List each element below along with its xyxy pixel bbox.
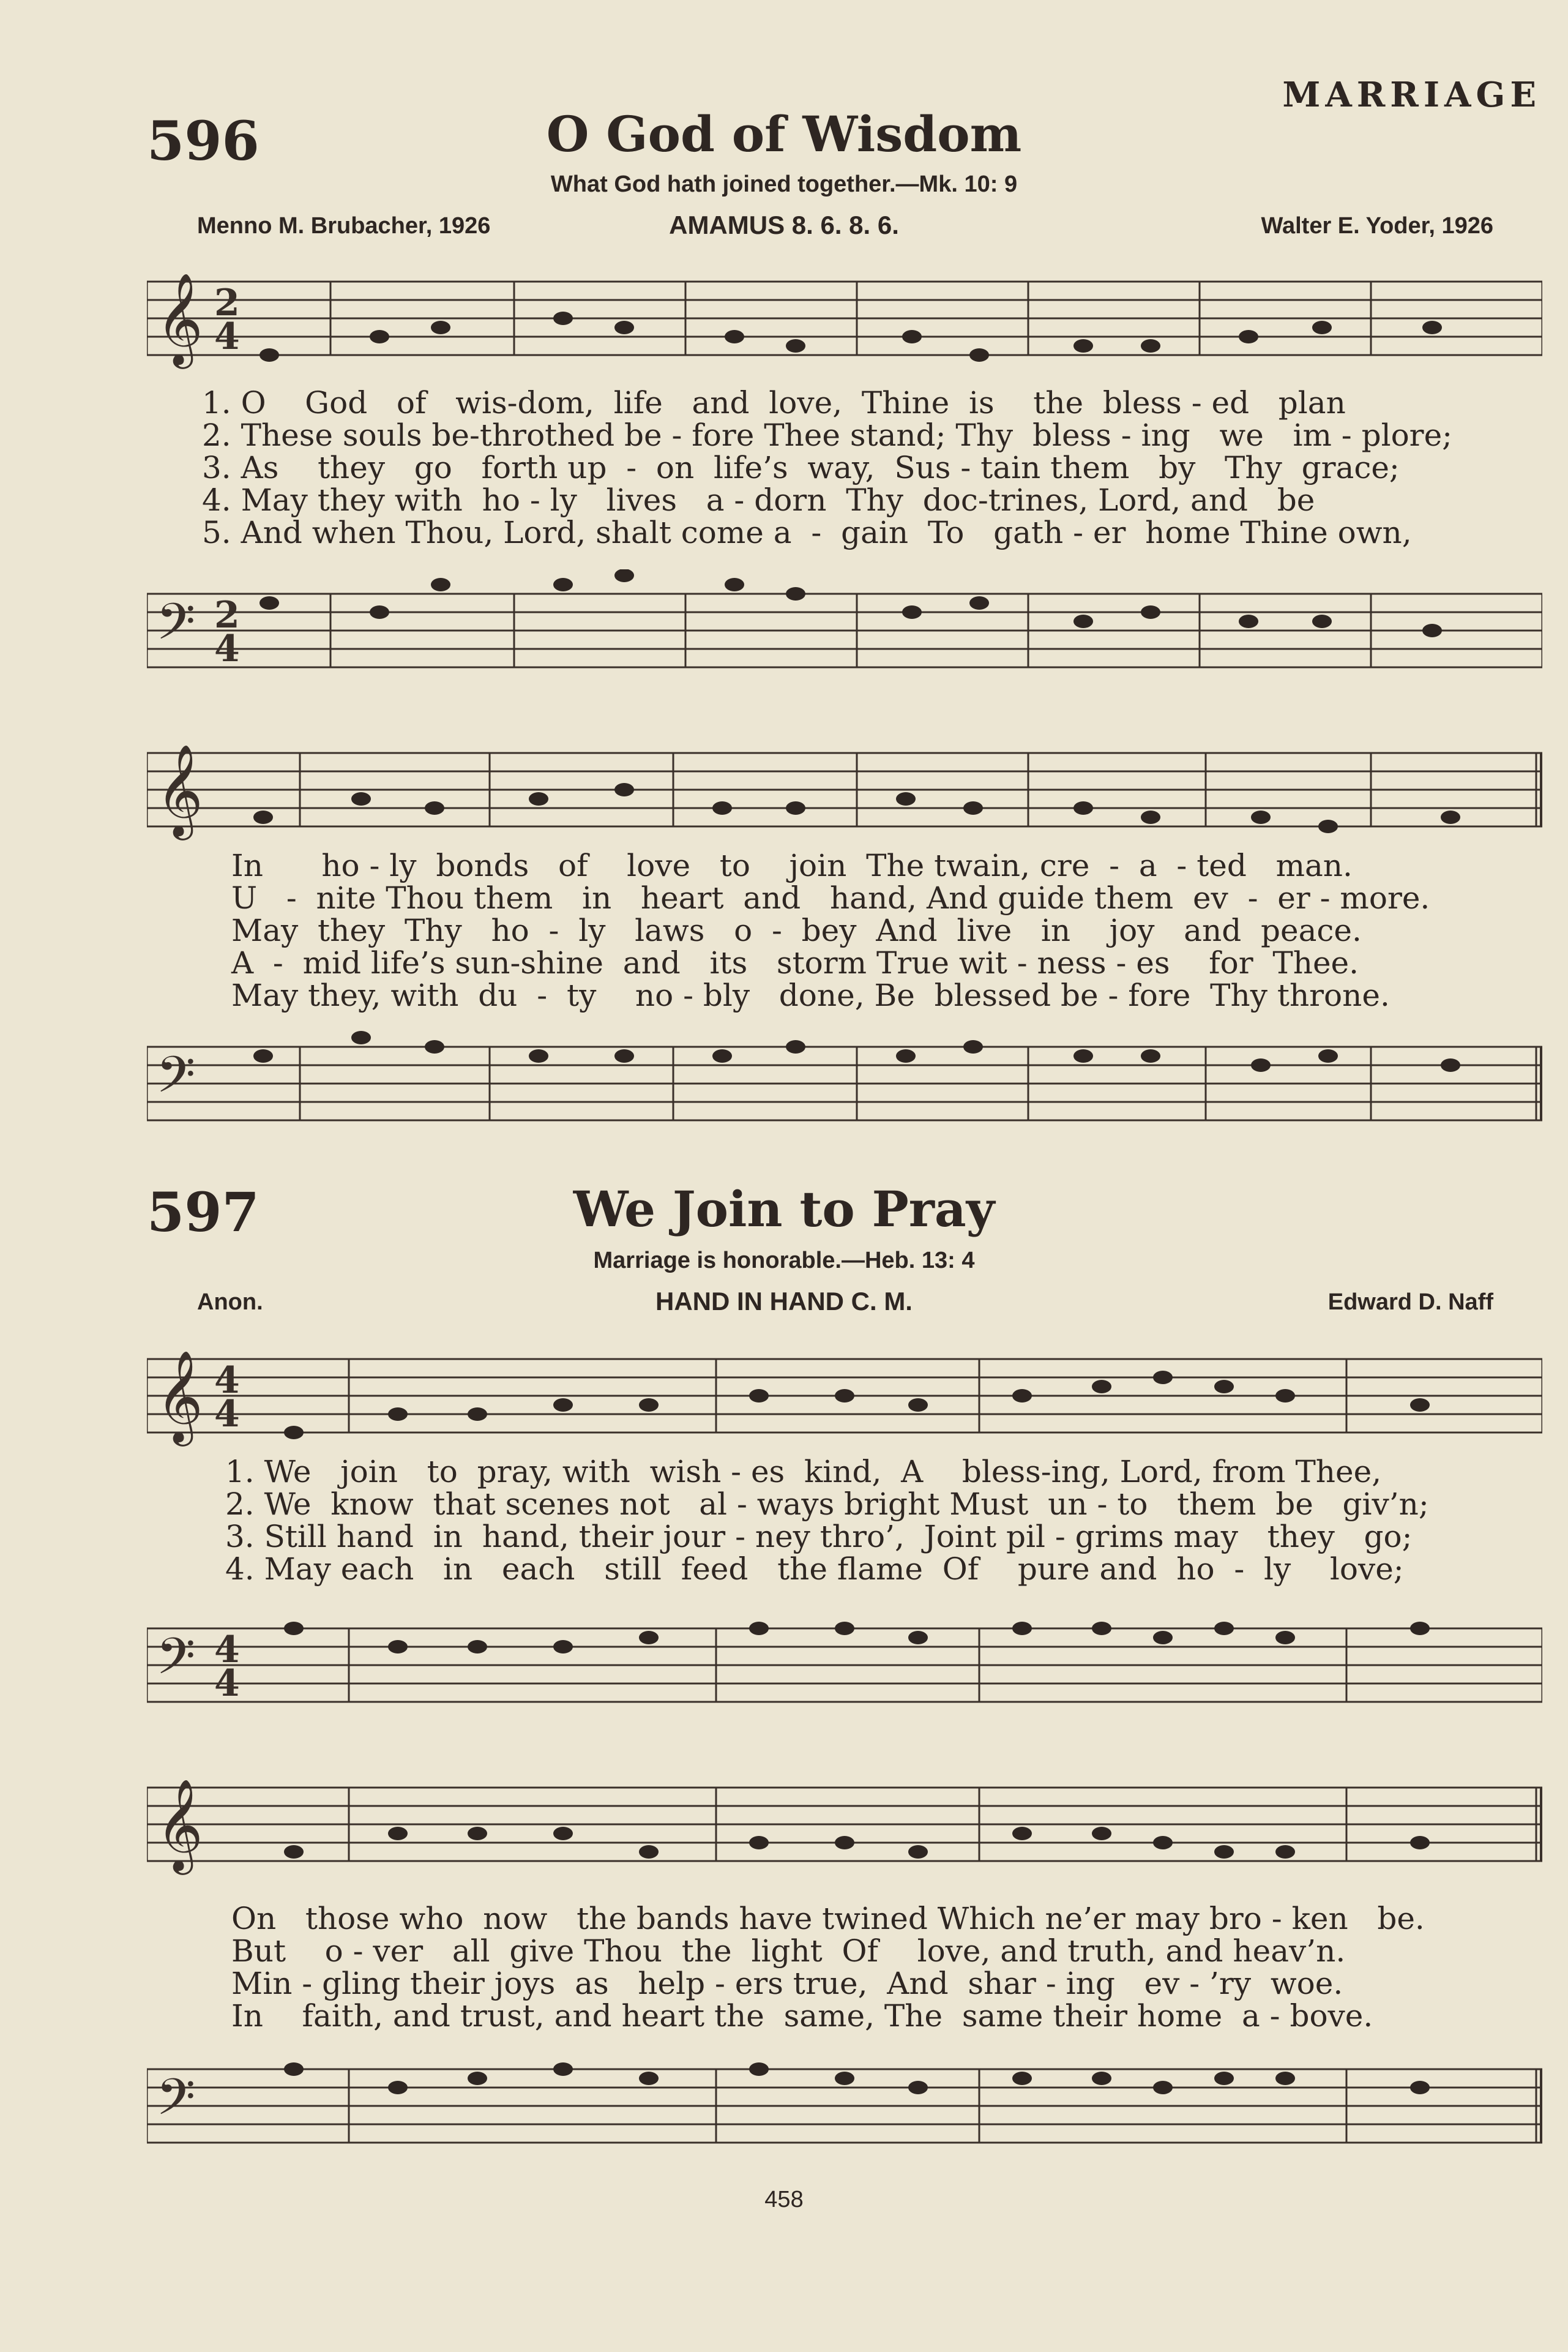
tune-name: AMAMUS 8. 6. 8. 6. [669, 211, 899, 239]
svg-text:4: 4 [214, 1359, 240, 1402]
lyric-line: May they, with du - ty no - bly done, Be blessed be - fore Thy throne. [231, 978, 1390, 1013]
svg-text:𝄢: 𝄢 [156, 592, 196, 664]
lyric-line: 3. Still hand in hand, their jour - ney thro’, Joint pil - grims may they go; [225, 1519, 1413, 1554]
svg-text:𝄞: 𝄞 [156, 272, 203, 365]
lyric-line: U - nite Thou them in heart and hand, And guide them ev - er - more. [231, 880, 1430, 916]
bass-staff [147, 2045, 1542, 2179]
lyric-line: May they Thy ho - ly laws o - bey And live in joy and peace. [231, 913, 1362, 948]
svg-text:𝄞: 𝄞 [156, 743, 203, 836]
lyric-line: On those who now the bands have twined Which ne’er may bro - ken be. [231, 1901, 1425, 1936]
svg-text:2: 2 [214, 282, 240, 324]
lyric-line: In faith, and trust, and heart the same, The same their home a - bove. [231, 1998, 1373, 2034]
svg-text:𝄢: 𝄢 [156, 1045, 196, 1117]
section-label: MARRIAGE [1282, 75, 1541, 115]
treble-staff [147, 257, 1542, 404]
page-number: 458 [764, 2187, 804, 2212]
hymn-number: 596 [147, 109, 259, 173]
svg-text:2: 2 [214, 594, 240, 637]
lyric-line: 1. O God of wis-dom, life and love, Thine is the bless - ed plan [202, 385, 1346, 421]
svg-text:4: 4 [214, 1628, 240, 1671]
bass-staff [147, 1022, 1542, 1169]
verse-lyrics [225, 1456, 1429, 1586]
words-attribution: Menno M. Brubacher, 1926 [197, 213, 491, 239]
svg-text:4: 4 [214, 1393, 240, 1436]
svg-text:4: 4 [214, 627, 240, 670]
verse-lyrics [231, 1903, 1425, 2032]
lyric-line: But o - ver all give Thou the light Of love, and truth, and heav’n. [231, 1933, 1346, 1969]
tune-name: HAND IN HAND C. M. [655, 1287, 913, 1316]
hymn-number: 597 [147, 1180, 259, 1244]
lyric-line: 4. May each in each still feed the flame Of pure and ho - ly love; [225, 1551, 1404, 1587]
svg-text:𝄢: 𝄢 [156, 1627, 196, 1698]
lyric-line: Min - gling their joys as help - ers true, And shar - ing ev - ’ry woe. [231, 1966, 1343, 2001]
words-attribution: Anon. [197, 1289, 263, 1315]
verse-lyrics [231, 850, 1430, 1012]
music-attribution: Walter E. Yoder, 1926 [1261, 213, 1493, 239]
lyric-line: 4. May they with ho - ly lives a - dorn Thy doc-trines, Lord, and be [202, 482, 1315, 518]
music-attribution: Edward D. Naff [1327, 1289, 1493, 1315]
hymn-title: O God of Wisdom [546, 105, 1022, 163]
svg-text:𝄞: 𝄞 [156, 1349, 203, 1442]
hymn-title: We Join to Pray [573, 1180, 995, 1238]
lyric-line: 1. We join to pray, with wish - es kind, A bless-ing, Lord, from Thee, [225, 1454, 1382, 1489]
svg-text:4: 4 [214, 315, 240, 358]
lyric-line: 2. We know that scenes not al - ways bright Must un - to them be giv’n; [225, 1486, 1429, 1522]
scripture-reference: What God hath joined together.—Mk. 10: 9 [550, 171, 1018, 197]
lyric-line: 5. And when Thou, Lord, shalt come a - gain To gath - er home Thine own, [202, 515, 1412, 550]
lyric-line: A - mid life’s sun-shine and its storm True wit - ness - es for Thee. [231, 945, 1359, 981]
verse-lyrics [202, 387, 1452, 549]
bass-staff [147, 1604, 1542, 1751]
lyric-line: 2. These souls be-throthed be - fore Thee stand; Thy bless - ing we im - plore; [202, 418, 1453, 453]
lyric-line: In ho - ly bonds of love to join The twain, cre - a - ted man. [231, 848, 1353, 883]
svg-text:𝄞: 𝄞 [156, 1778, 203, 1871]
svg-text:𝄢: 𝄢 [156, 2067, 196, 2139]
scripture-reference: Marriage is honorable.—Heb. 13: 4 [593, 1248, 975, 1273]
bass-staff [147, 569, 1542, 716]
svg-text:4: 4 [214, 1662, 240, 1705]
treble-staff [147, 1763, 1542, 1910]
lyric-line: 3. As they go forth up - on life’s way, Sus - tain them by Thy grace; [202, 450, 1400, 485]
